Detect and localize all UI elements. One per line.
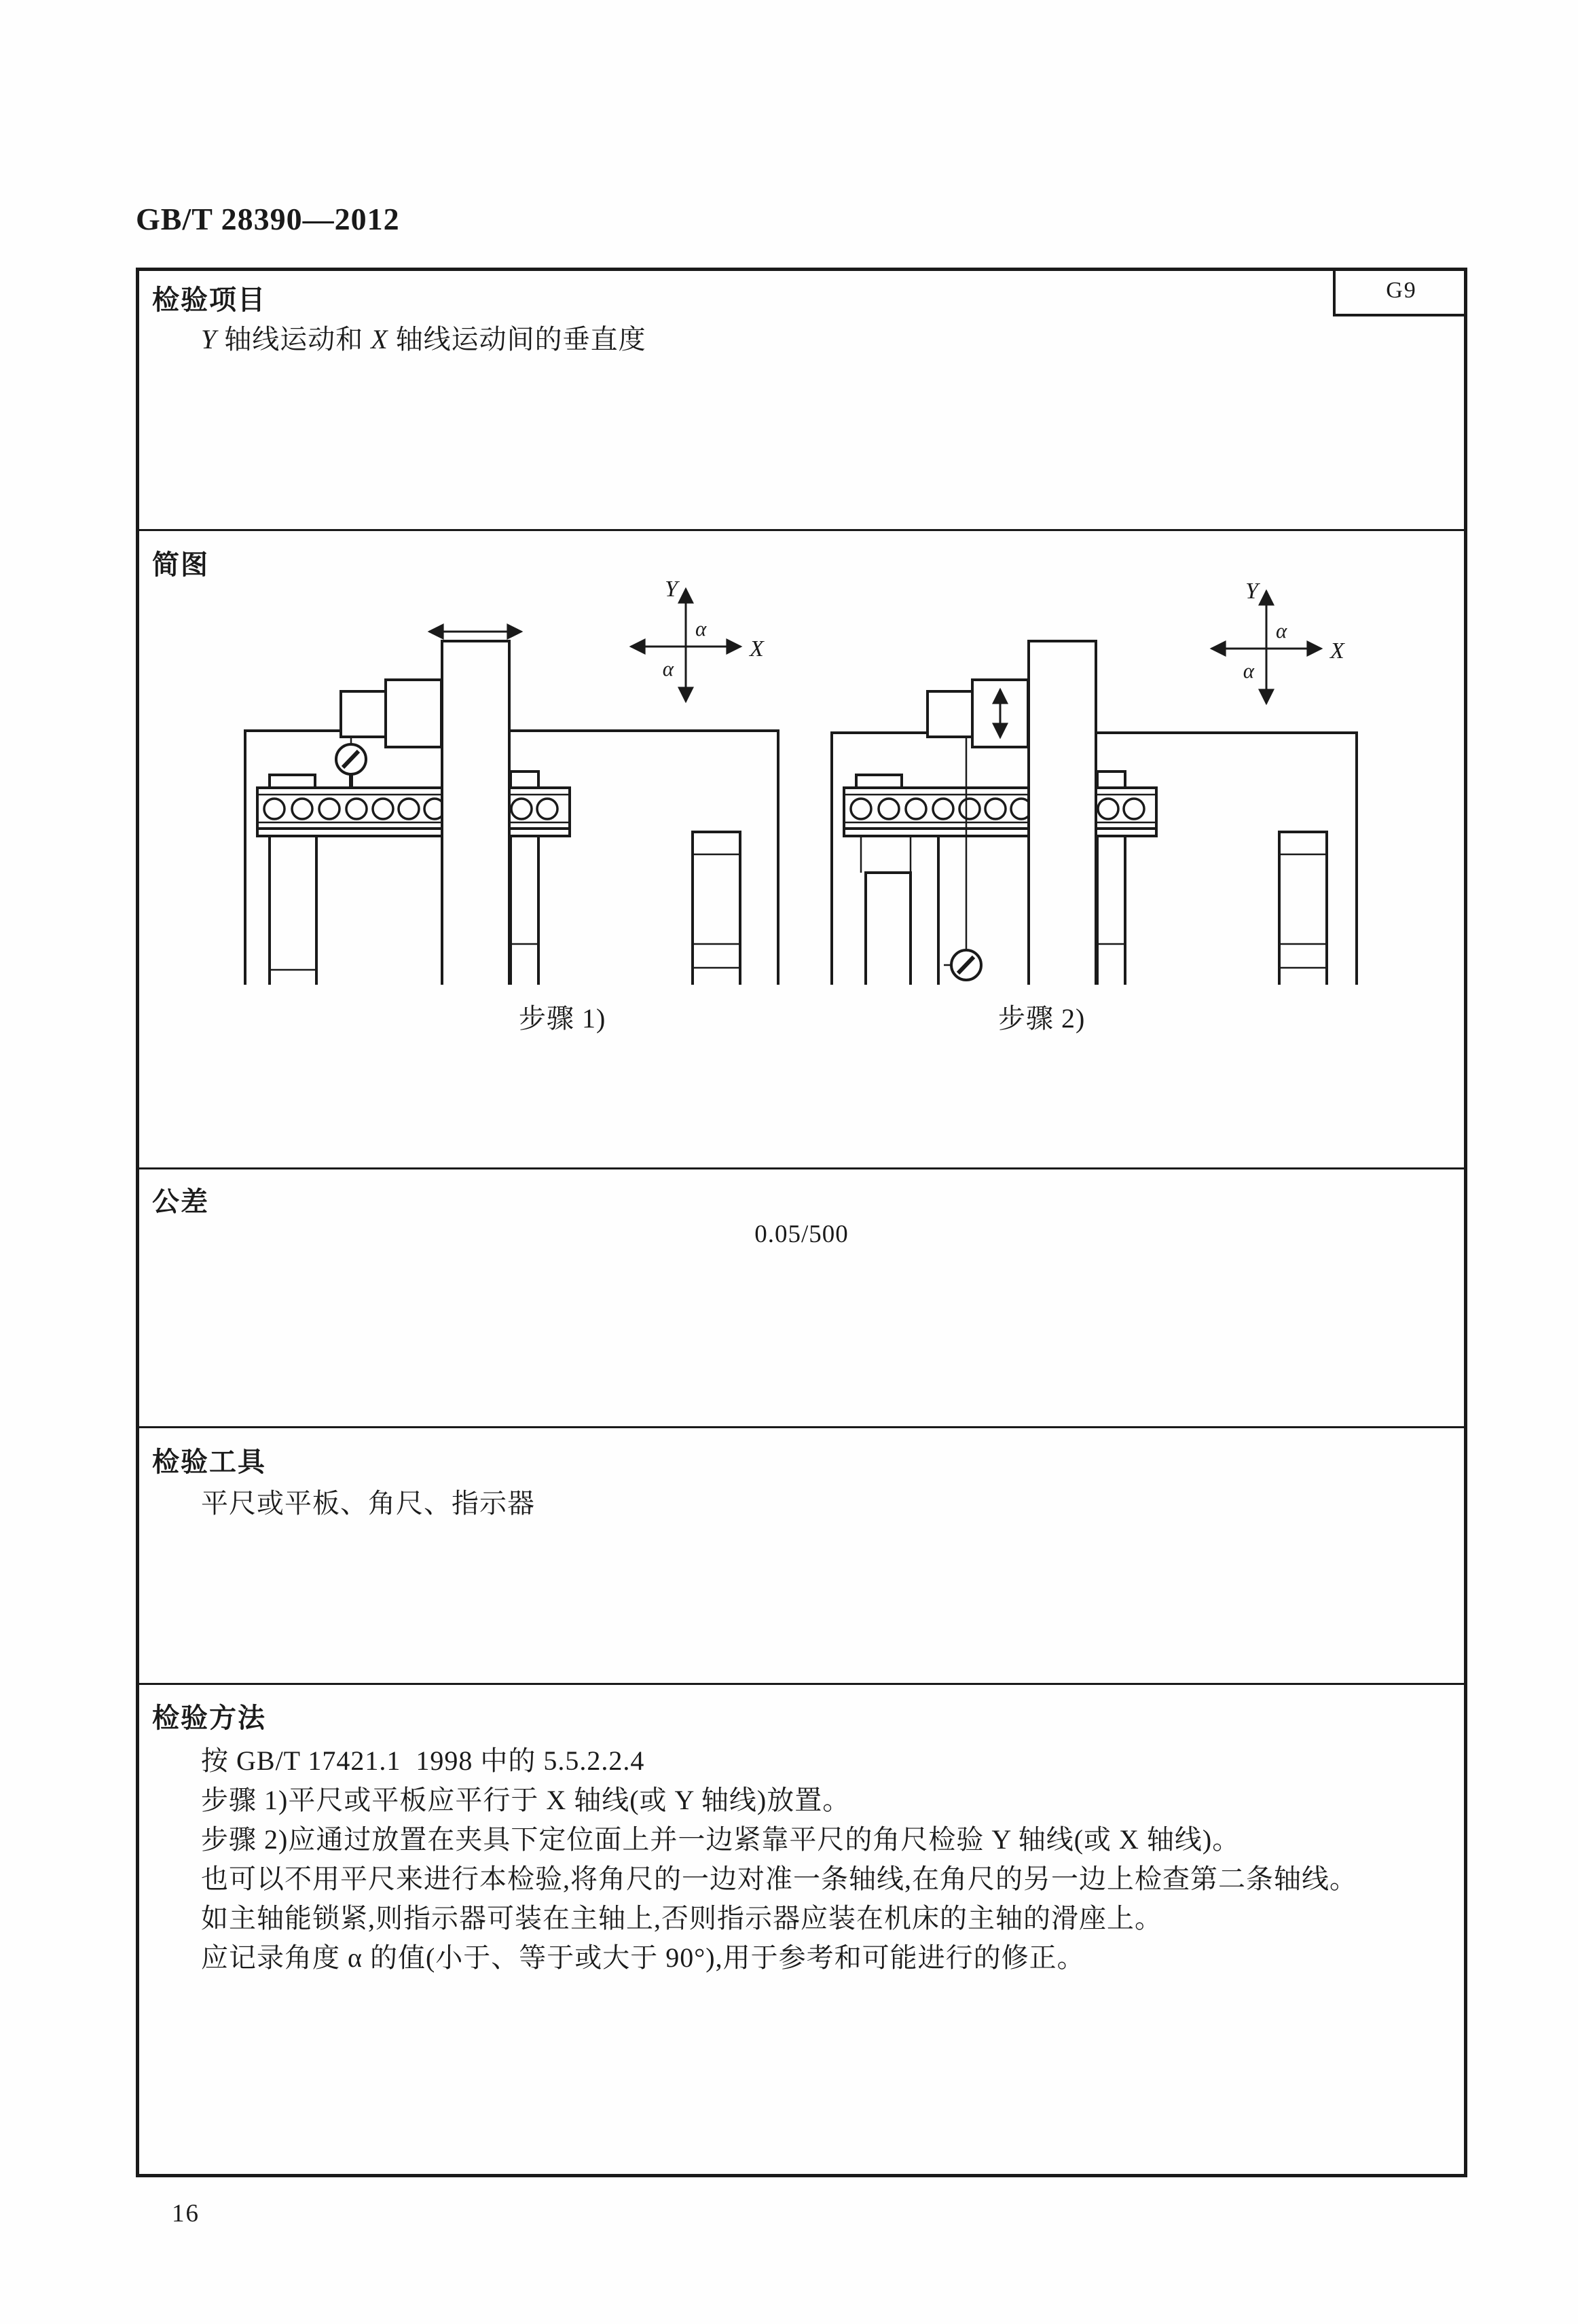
- tolerance-value: 0.05/500: [754, 1220, 849, 1248]
- standard-number: GB/T 28390—2012: [136, 202, 400, 236]
- method-line: 如主轴能锁紧,则指示器可装在主轴上,否则指示器应装在机床的主轴的滑座上。: [201, 1903, 1162, 1933]
- section-divider: [136, 1167, 1467, 1169]
- axis-x-label: X: [1330, 638, 1344, 664]
- alpha-upper-label: α: [695, 617, 707, 640]
- page-number: 16: [172, 2200, 200, 2228]
- method-line: 步骤 1)平尺或平板应平行于 X 轴线(或 Y 轴线)放置。: [201, 1785, 851, 1815]
- y-axis-symbol: Y: [201, 324, 217, 355]
- item-code-cell: [1333, 268, 1467, 316]
- method-line: 也可以不用平尺来进行本检验,将角尺的一边对准一条轴线,在角尺的另一边上检查第二条轴线。: [201, 1864, 1357, 1894]
- step1-caption: 步骤 1): [519, 1003, 606, 1034]
- section-label-inspection-item: 检验项目: [152, 285, 266, 315]
- section-divider: [136, 1426, 1467, 1428]
- inspection-item-text: [201, 318, 646, 357]
- method-line: 按 GB/T 17421.1 1998 中的 5.5.2.2.4: [201, 1745, 645, 1776]
- machine-diagram-step1: [224, 564, 781, 985]
- axis-x-label: X: [750, 636, 764, 661]
- method-line: 应记录角度 α 的值(小于、等于或大于 90°),用于参考和可能进行的修正。: [201, 1942, 1085, 1973]
- section-label-tolerance: 公差: [152, 1186, 209, 1217]
- section-label-tools: 检验工具: [152, 1447, 266, 1477]
- section-divider: [136, 1683, 1467, 1685]
- item-text-mid: 轴线运动和: [217, 324, 371, 355]
- item-code: G9: [1386, 278, 1417, 303]
- alpha-lower-label: α: [662, 657, 674, 680]
- section-label-diagram: 简图: [152, 549, 209, 580]
- section-divider: [136, 529, 1467, 531]
- method-text-block: [201, 1741, 1450, 1978]
- alpha-lower-label: α: [1243, 659, 1254, 683]
- axis-y-label: Y: [1245, 579, 1258, 604]
- machine-diagram-step2: [801, 564, 1358, 985]
- method-line: 步骤 2)应通过放置在夹具下定位面上并一边紧靠平尺的角尺检验 Y 轴线(或 X 轴线)。: [201, 1824, 1241, 1855]
- axis-y-label: Y: [665, 577, 678, 602]
- item-text-tail: 轴线运动间的垂直度: [388, 324, 646, 355]
- section-label-method: 检验方法: [152, 1703, 266, 1733]
- x-axis-symbol: X: [371, 324, 388, 355]
- alpha-upper-label: α: [1276, 619, 1287, 642]
- tools-list: 平尺或平板、角尺、指示器: [201, 1488, 535, 1519]
- step2-caption: 步骤 2): [998, 1003, 1086, 1034]
